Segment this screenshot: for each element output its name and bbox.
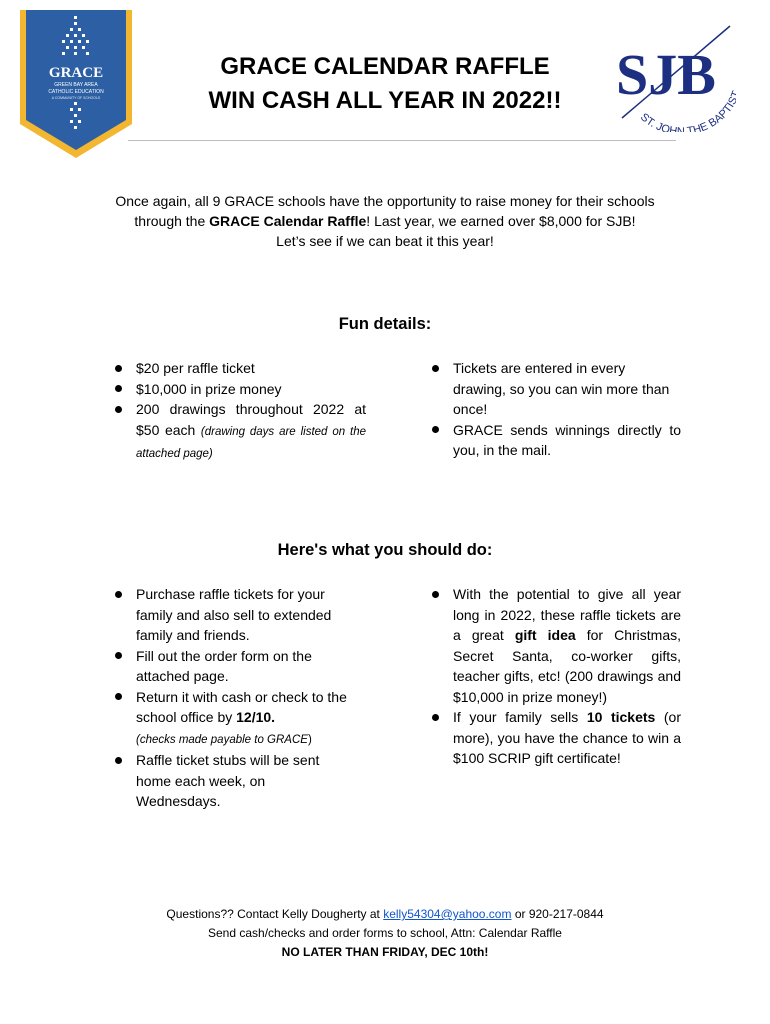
drawing-days-note: (drawing days are listed on the attached page) [136, 425, 366, 460]
intro-line-1: Once again, all 9 GRACE schools have the opportunity to raise money for their schools [115, 193, 655, 209]
grace-tagline-3: A COMMUNITY OF SCHOOLS [51, 96, 101, 100]
list-item: $10,000 in prize money [112, 379, 366, 400]
footer-send-line: Send cash/checks and order forms to school, Attn: Calendar Raffle [208, 926, 562, 940]
contact-email-link[interactable]: kelly54304@yahoo.com [383, 907, 512, 921]
what-to-do-heading: Here's what you should do: [277, 541, 493, 559]
intro-line-2: through the GRACE Calendar Raffle! Last year, we earned over $8,000 for SJB! [134, 213, 636, 229]
list-item: GRACE sends winnings directly to you, in the mail. [429, 420, 681, 461]
sjb-ring-text: ST. JOHN THE BAPTI [637, 100, 736, 132]
ten-tickets-emphasis: 10 tickets [586, 709, 656, 725]
list-item: If your family sells 10 tickets (or more), you have the chance to win a $100 SCRIP gift certificate! [429, 707, 681, 769]
sjb-logo [612, 22, 736, 132]
checks-note: (checks made payable to GRACE) [136, 733, 312, 746]
list-item: With the potential to give all year long in 2022, these raffle tickets are a great gift idea for Christmas, Secret Santa, co-worker gifts, teacher gifts, etc! (200 drawings and $10,000 in prize money!) [429, 584, 681, 707]
footer-deadline: NO LATER THAN FRIDAY, DEC 10th! [281, 945, 489, 959]
raffle-name: GRACE Calendar Raffle [209, 213, 367, 229]
grace-tagline-1: GREEN BAY AREA [54, 82, 98, 88]
list-item: Raffle ticket stubs will be sent home each week, on Wednesdays. [112, 750, 352, 812]
list-item: Purchase raffle tickets for your family and also sell to extended family and friends. [112, 584, 352, 646]
grace-tagline-2: CATHOLIC EDUCATION [48, 89, 104, 95]
list-item: $20 per raffle ticket [112, 358, 366, 379]
title-divider [128, 140, 676, 141]
deadline-date: 12/10. [236, 709, 276, 725]
sjb-monogram: SJB [616, 42, 716, 107]
title-line-2: WIN CASH ALL YEAR IN 2022!! [208, 87, 562, 114]
list-item: Tickets are entered in every drawing, so you can win more than once! [429, 358, 681, 420]
list-item: Fill out the order form on the attached page. [112, 646, 352, 687]
list-item: 200 drawings throughout 2022 at $50 each (drawing days are listed on the attached page) [112, 399, 366, 465]
todo-left-list [112, 584, 352, 812]
todo-right-list [429, 584, 681, 769]
list-item: Return it with cash or check to the school office by 12/10. (checks made payable to GRACE) [112, 687, 352, 751]
fun-details-left-list [112, 358, 366, 465]
title-line-1: GRACE CALENDAR RAFFLE [220, 53, 550, 80]
intro-paragraph [60, 191, 710, 251]
footer-contact-line: Questions?? Contact Kelly Dougherty at kelly54304@yahoo.com or 920-217-0844 [166, 907, 604, 921]
grace-logo [20, 10, 132, 158]
grace-wordmark: GRACE [48, 65, 104, 81]
footer [60, 905, 710, 962]
gift-idea-emphasis: gift idea [514, 627, 576, 643]
intro-line-3: Let’s see if we can beat it this year! [276, 233, 494, 249]
fun-details-heading: Fun details: [338, 315, 432, 333]
fun-details-right-list [429, 358, 681, 461]
page-title [150, 50, 620, 118]
